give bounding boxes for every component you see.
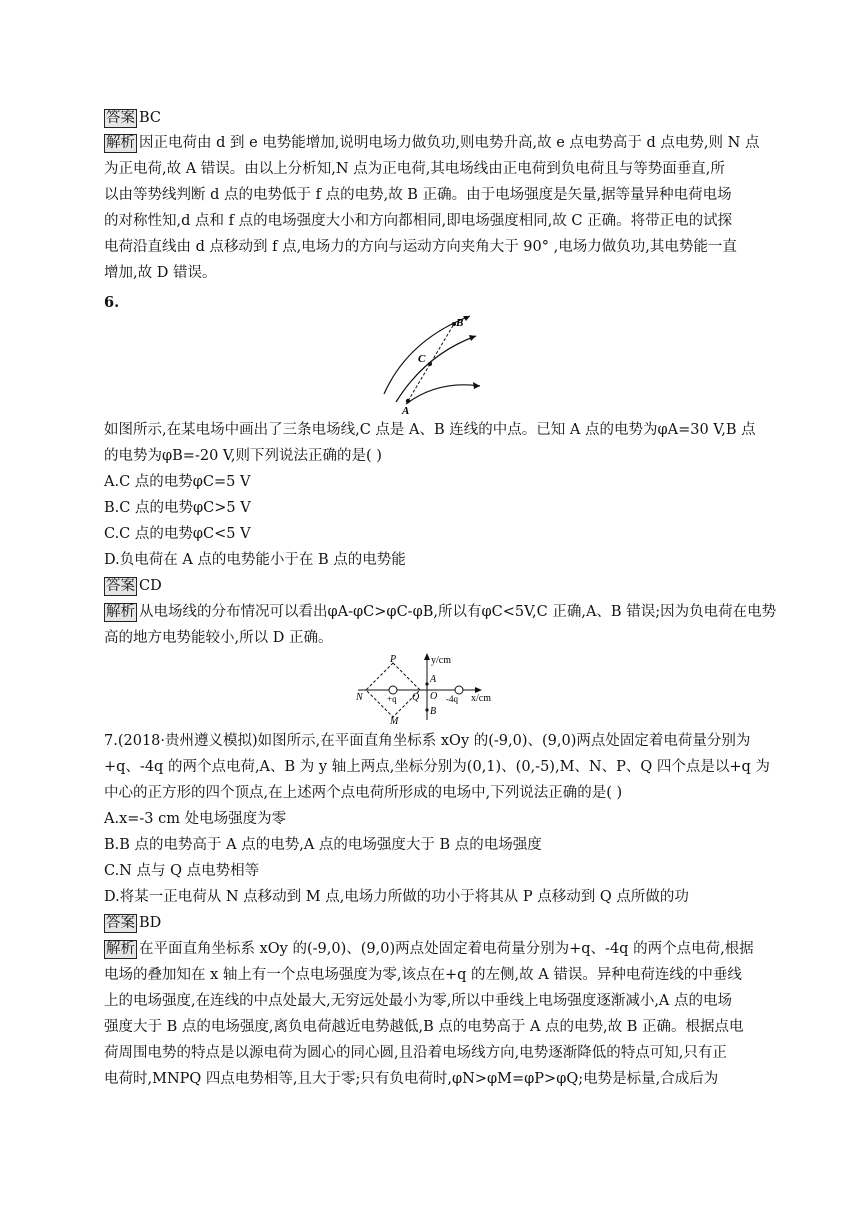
q6-option-b: B.C 点的电势φC>5 V: [104, 500, 251, 516]
q5-analysis-line-3: 以由等势线判断 d 点的电势低于 f 点的电势,故 B 正确。由于电场强度是矢量,据等量异种电荷电场: [104, 187, 732, 203]
label-p: P: [390, 654, 397, 665]
analysis-tag: 解析: [106, 604, 135, 620]
label-a: A: [430, 674, 437, 685]
q7-analysis-line-3: 上的电场强度,在连线的中点处最大,无穷远处最小为零,所以中垂线上电场强度逐渐减小,A 点的电场: [104, 993, 733, 1009]
q6-option-d: D.负电荷在 A 点的电势能小于在 B 点的电势能: [104, 552, 406, 568]
label-y-axis: y/cm: [431, 655, 451, 666]
label-x-axis: x/cm: [471, 693, 491, 704]
q7-option-d: D.将某一正电荷从 N 点移动到 M 点,电场力所做的功小于将其从 P 点移动到 Q 点所做的功: [104, 889, 689, 905]
q5-answer: BC: [139, 110, 162, 126]
q7-stem-line-2: +q、-4q 的两个点电荷,A、B 为 y 轴上两点,坐标分别为(0,1)、(0,-5),M、N、P、Q 四个点是以+q 为: [104, 759, 770, 775]
analysis-tag: 解析: [106, 941, 135, 957]
q6-option-a: A.C 点的电势φC=5 V: [104, 474, 251, 490]
label-b: B: [430, 706, 437, 717]
label-q: Q: [412, 692, 420, 703]
q7-analysis-line-1: 解析 在平面直角坐标系 xOy 的(-9,0)、(9,0)两点处固定着电荷量分别为+q、-4q 的两个点电荷,根据: [106, 941, 754, 957]
q6-option-c: C.C 点的电势φC<5 V: [104, 526, 251, 542]
q7-option-a: A.x=-3 cm 处电场强度为零: [104, 811, 287, 827]
q7-coordinate-figure: [350, 652, 510, 724]
label-o: O: [430, 691, 438, 702]
q7-option-c: C.N 点与 Q 点电势相等: [104, 863, 260, 879]
point-a: [425, 682, 428, 685]
q7-analysis-line-2: 电场的叠加知在 x 轴上有一个点电场强度为零,该点在+q 的左侧,故 A 错误。异种电荷连线的中垂线: [104, 967, 742, 983]
analysis-tag: 解析: [106, 135, 135, 151]
q7-analysis-line-4: 强度大于 B 点的电场强度,离负电荷越近电势越低,B 点的电势高于 A 点的电势,故 B 正确。根据点电: [104, 1019, 744, 1035]
label-neg-charge: -4q: [446, 694, 458, 704]
q5-analysis-line-1: 解析 因正电荷由 d 到 e 电势能增加,说明电场力做负功,则电势升高,故 e 点电势高于 d 点电势,则 N 点: [106, 135, 760, 151]
q6-answer-line: [104, 576, 754, 596]
q6-analysis-line-1: 解析 从电场线的分布情况可以看出φA-φC>φC-φB,所以有φC<5V,C 正确,A、B 错误;因为负电荷在电势: [106, 604, 777, 620]
q7-stem-line-1: 7.(2018·贵州遵义模拟)如图所示,在平面直角坐标系 xOy 的(-9,0)、(9,0)两点处固定着电荷量分别为: [104, 733, 751, 749]
answer-tag: 答案: [106, 578, 135, 594]
label-pos-charge: +q: [387, 694, 397, 704]
q6-answer: CD: [139, 578, 162, 594]
q6-number: 6.: [104, 294, 120, 311]
q5-answer-line: [104, 108, 754, 128]
q7-stem-line-3: 中心的正方形的四个顶点,在上述两个点电荷所形成的电场中,下列说法正确的是( ): [104, 785, 623, 801]
label-b: B: [456, 317, 464, 329]
point-a: [406, 399, 410, 403]
q6-stem-line-2: 的电势为φB=-20 V,则下列说法正确的是( ): [104, 448, 382, 464]
q5-analysis-line-2: 为正电荷,故 A 错误。由以上分析知,N 点为正电荷,其电场线由正电荷到负电荷且与等势面垂直,所: [104, 161, 725, 177]
field-line-bottom: [406, 385, 480, 404]
q7-answer: BD: [139, 915, 162, 931]
q6-analysis-line-2: 高的地方电势能较小,所以 D 正确。: [104, 630, 333, 646]
answer-tag: 答案: [106, 915, 135, 931]
label-a: A: [402, 405, 410, 416]
q7-analysis-line-5: 荷周围电势的特点是以源电荷为圆心的同心圆,且沿着电场线方向,电势逐渐降低的特点可知,只有正: [104, 1045, 727, 1061]
q5-analysis-line-6: 增加,故 D 错误。: [104, 265, 217, 281]
q7-answer-line: [104, 913, 754, 933]
q7-analysis-line-6: 电荷时,MNPQ 四点电势相等,且大于零;只有负电荷时,φN>φM=φP>φQ;电势是标量,合成后为: [104, 1071, 719, 1087]
label-m: M: [390, 716, 399, 724]
field-line-middle: [396, 336, 476, 402]
label-n: N: [356, 692, 363, 703]
negative-charge: [455, 686, 463, 694]
point-c: [428, 362, 432, 366]
positive-charge: [389, 686, 397, 694]
q6-stem-line-1: 如图所示,在某电场中画出了三条电场线,C 点是 A、B 连线的中点。已知 A 点的电势为φA=30 V,B 点: [104, 422, 756, 438]
q5-analysis-line-5: 电荷沿直线由 d 点移动到 f 点,电场力的方向与运动方向夹角大于 90° ,电场力做负功,其电势能一直: [104, 239, 737, 255]
q6-field-lines-figure: [378, 310, 488, 416]
answer-tag: 答案: [106, 110, 135, 126]
q7-option-b: B.B 点的电势高于 A 点的电势,A 点的电场强度大于 B 点的电场强度: [104, 837, 542, 853]
label-c: C: [418, 353, 426, 365]
q5-analysis-line-4: 的对称性知,d 点和 f 点的电场强度大小和方向都相同,即电场强度相同,故 C 正确。将带正电的试探: [104, 213, 733, 229]
point-b: [425, 708, 428, 711]
